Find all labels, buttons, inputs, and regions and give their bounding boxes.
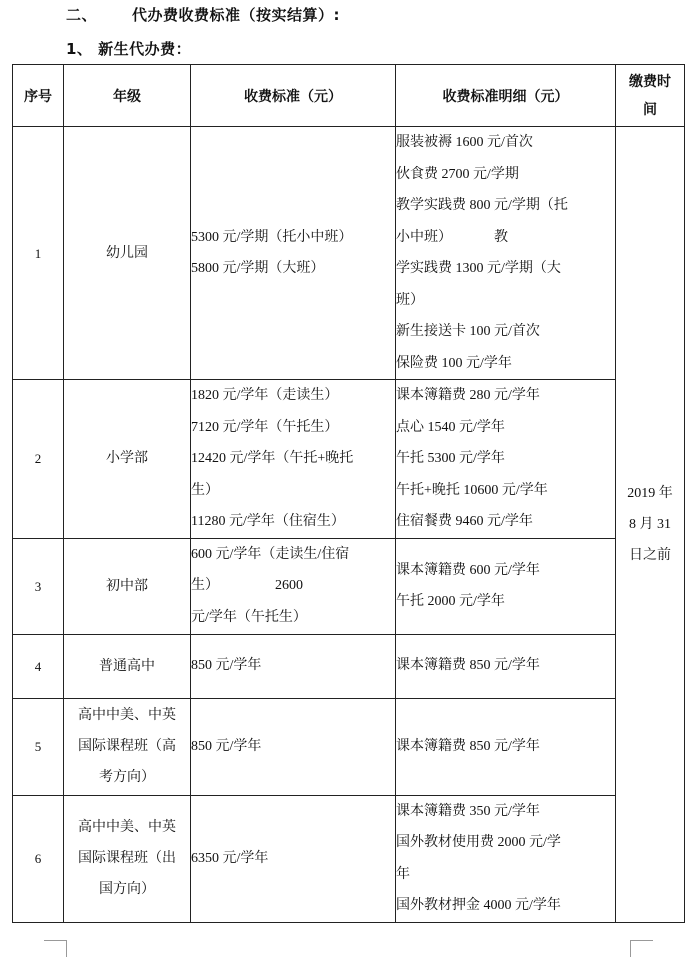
cell-detail	[396, 538, 616, 634]
section-number: 二、	[66, 6, 98, 24]
detail-line: 新生接送卡 100 元/首次	[396, 324, 540, 339]
header-payment-time-line: 间	[643, 101, 657, 118]
detail-line: 课本簿籍费 850 元/学年	[396, 738, 540, 754]
header-payment-time	[616, 65, 685, 127]
cell-grade	[64, 538, 191, 634]
standard-line: 生）	[191, 482, 219, 498]
standard-line: 850 元/学年	[191, 658, 262, 674]
grade-line: 小学部	[106, 451, 148, 467]
fee-table	[12, 64, 685, 923]
detail-line: 课本簿籍费 350 元/学年	[396, 803, 540, 819]
detail-line: 服装被褥 1600 元/首次	[396, 135, 533, 150]
payment-time-line: 8 月 31	[629, 516, 671, 532]
standard-line: 12420 元/学年（午托+晚托	[191, 451, 354, 466]
standard-line: 600 元/学年（走读生/住宿	[191, 546, 350, 562]
detail-line: 保险费 100 元/学年	[396, 355, 512, 371]
header-seq: 序号	[13, 65, 64, 127]
table-row	[13, 538, 685, 634]
cell-seq: 6	[13, 795, 64, 922]
grade-line: 高中中美、中英	[78, 820, 176, 835]
payment-time-line: 2019 年	[627, 485, 673, 501]
cell-standard	[191, 795, 396, 922]
table-row	[13, 380, 685, 539]
page-corner-mark-right	[630, 940, 653, 957]
grade-line: 普通高中	[99, 658, 155, 674]
grade-line: 初中部	[106, 578, 148, 594]
table-row	[13, 795, 685, 922]
cell-grade	[64, 127, 191, 380]
grade-line: 考方向）	[99, 770, 155, 785]
cell-detail	[396, 380, 616, 539]
cell-standard	[191, 380, 396, 539]
standard-line: 1820 元/学年（走读生）	[191, 388, 339, 403]
cell-seq: 5	[13, 698, 64, 795]
page-corner-mark-left	[44, 940, 67, 957]
header-payment-time-line: 缴费时	[629, 73, 671, 90]
standard-line: 生） 2600	[191, 578, 303, 594]
detail-line: 学实践费 1300 元/学期（大	[396, 261, 561, 276]
header-standard: 收费标准（元）	[191, 65, 396, 127]
detail-line: 年	[396, 866, 410, 882]
detail-line: 午托+晚托 10600 元/学年	[396, 482, 548, 498]
header-row	[13, 65, 685, 127]
detail-line: 小中班） 教	[396, 229, 508, 245]
table-row	[13, 634, 685, 698]
cell-grade	[64, 698, 191, 795]
detail-line: 教学实践费 800 元/学期（托	[396, 198, 568, 213]
standard-line: 6350 元/学年	[191, 850, 269, 866]
detail-line: 课本簿籍费 850 元/学年	[396, 658, 540, 674]
detail-line: 国外教材使用费 2000 元/学	[396, 835, 561, 850]
cell-grade	[64, 634, 191, 698]
detail-line: 班）	[396, 292, 424, 308]
cell-standard	[191, 634, 396, 698]
cell-standard	[191, 698, 396, 795]
cell-standard	[191, 127, 396, 380]
grade-line: 国方向）	[99, 882, 155, 897]
cell-payment-time	[616, 127, 685, 923]
subsection-heading: 1、 新生代办费：	[66, 40, 192, 58]
detail-line: 伙食费 2700 元/学期	[396, 166, 519, 182]
cell-seq: 4	[13, 634, 64, 698]
table-row	[13, 127, 685, 380]
cell-grade	[64, 795, 191, 922]
cell-detail	[396, 698, 616, 795]
detail-line: 点心 1540 元/学年	[396, 419, 505, 435]
cell-detail	[396, 127, 616, 380]
cell-detail	[396, 795, 616, 922]
grade-line: 国际课程班（高	[78, 739, 176, 754]
grade-line: 国际课程班（出	[78, 851, 176, 866]
section-heading	[66, 4, 340, 25]
standard-line: 5800 元/学期（大班）	[191, 261, 325, 276]
standard-line: 元/学年（午托生）	[191, 609, 307, 625]
section-title: 代办费收费标准（按实结算）:	[132, 6, 340, 24]
header-detail: 收费标准明细（元）	[396, 65, 616, 127]
cell-grade	[64, 380, 191, 539]
cell-standard	[191, 538, 396, 634]
detail-line: 课本簿籍费 280 元/学年	[396, 388, 540, 403]
detail-line: 午托 2000 元/学年	[396, 594, 505, 609]
standard-line: 850 元/学年	[191, 738, 262, 754]
standard-line: 11280 元/学年（住宿生）	[191, 514, 345, 529]
detail-line: 国外教材押金 4000 元/学年	[396, 898, 561, 913]
table-row	[13, 698, 685, 795]
cell-seq: 3	[13, 538, 64, 634]
detail-line: 午托 5300 元/学年	[396, 451, 505, 466]
detail-line: 住宿餐费 9460 元/学年	[396, 514, 533, 529]
standard-line: 7120 元/学年（午托生）	[191, 419, 339, 435]
grade-line: 高中中美、中英	[78, 708, 176, 723]
cell-detail	[396, 634, 616, 698]
cell-seq: 2	[13, 380, 64, 539]
payment-time-line: 日之前	[629, 547, 671, 563]
grade-line: 幼儿园	[106, 245, 148, 261]
standard-line: 5300 元/学期（托小中班）	[191, 229, 353, 245]
header-grade: 年级	[64, 65, 191, 127]
cell-seq: 1	[13, 127, 64, 380]
detail-line: 课本簿籍费 600 元/学年	[396, 562, 540, 578]
